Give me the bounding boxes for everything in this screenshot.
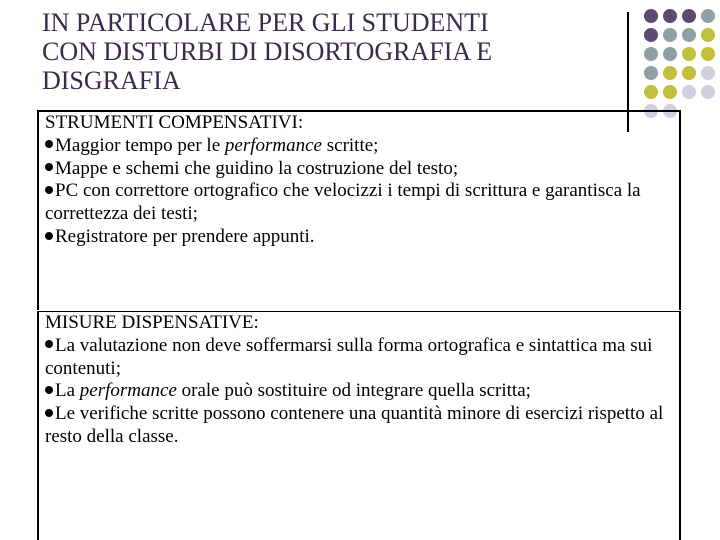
decor-dot — [682, 9, 696, 23]
decor-dot — [682, 85, 696, 99]
bullet-icon — [45, 386, 53, 394]
decor-dot — [682, 28, 696, 42]
bullet-icon — [45, 409, 53, 417]
list-item — [45, 180, 679, 226]
decor-dot — [701, 47, 715, 61]
compensatory-tools-box — [37, 110, 681, 310]
decor-dot — [663, 9, 677, 23]
decor-dot — [644, 47, 658, 61]
item-text: Registratore per prendere appunti. — [55, 225, 315, 247]
section-heading-dispensative: MISURE DISPENSATIVE: — [45, 312, 259, 333]
item-text: Mappe e schemi che guidino la costruzione del testo; — [55, 157, 459, 179]
decor-dot — [682, 66, 696, 80]
bullet-icon — [45, 163, 53, 171]
decor-dot — [663, 28, 677, 42]
list-item — [45, 135, 679, 158]
item-text: orale può sostituire od integrare quella scritta; — [176, 380, 531, 402]
bullet-icon — [45, 232, 53, 240]
dispensatory-measures-box — [37, 311, 681, 540]
bullet-icon — [45, 186, 53, 194]
item-text: La — [55, 380, 80, 402]
section-heading-compensativi: STRUMENTI COMPENSATIVI: — [45, 112, 304, 133]
decor-dot — [644, 85, 658, 99]
slide-title — [42, 8, 602, 95]
item-text: PC con correttore ortografico che velocizzi i tempi di scrittura e garantisca la correttezza dei testi; — [45, 180, 641, 225]
title-line-1: IN PARTICOLARE PER GLI STUDENTI — [42, 8, 489, 37]
decor-dot — [701, 85, 715, 99]
bullet-icon — [45, 140, 53, 148]
item-emphasis: performance — [79, 380, 177, 402]
decor-dot — [644, 66, 658, 80]
item-text: La valutazione non deve soffermarsi sulla forma ortografica e sintattica ma sui contenuti; — [45, 334, 653, 379]
item-emphasis: performance — [224, 134, 322, 156]
decor-dot — [701, 28, 715, 42]
title-line-3: DISGRAFIA — [42, 66, 181, 95]
decorative-dot-grid — [641, 8, 717, 120]
list-item — [45, 403, 679, 449]
decor-dot — [663, 47, 677, 61]
decor-dot — [644, 28, 658, 42]
decor-dot — [682, 47, 696, 61]
list-item — [45, 226, 679, 249]
decor-dot — [644, 9, 658, 23]
bullet-icon — [45, 340, 53, 348]
decor-dot — [663, 85, 677, 99]
decor-dot — [663, 66, 677, 80]
title-line-2: CON DISTURBI DI DISORTOGRAFIA E — [42, 37, 493, 66]
list-item — [45, 335, 679, 381]
item-text: Maggior tempo per le — [55, 134, 225, 156]
list-item — [45, 158, 679, 181]
decor-dot — [701, 9, 715, 23]
item-text: scritte; — [322, 134, 379, 156]
item-text: Le verifiche scritte possono contenere una quantità minore di esercizi rispetto al resto della classe. — [45, 403, 664, 447]
decor-dot — [701, 66, 715, 80]
list-item — [45, 380, 679, 403]
